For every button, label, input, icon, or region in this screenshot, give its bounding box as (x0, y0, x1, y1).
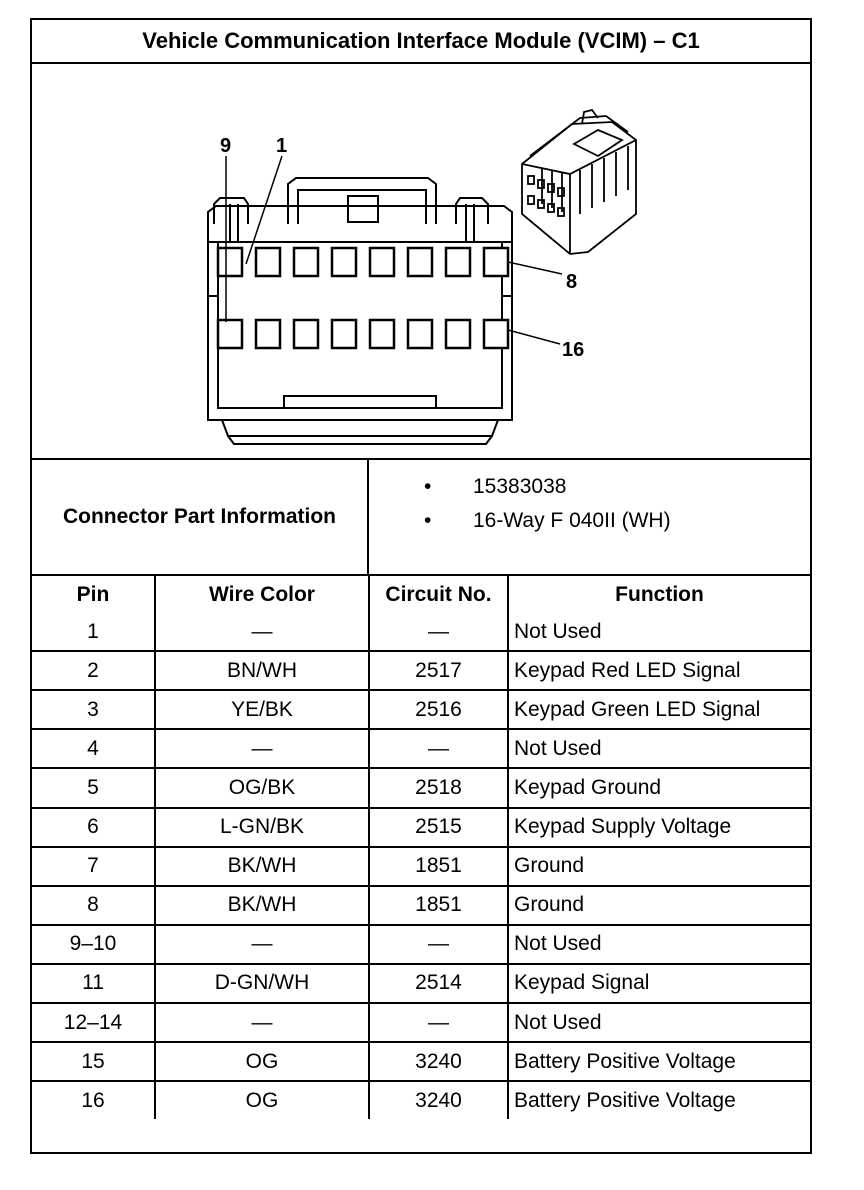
function-cell: Battery Positive Voltage (508, 1081, 810, 1119)
housing-bottom (222, 420, 498, 436)
function-cell: Ground (508, 847, 810, 886)
function-cell: Battery Positive Voltage (508, 1042, 810, 1081)
function-cell: Ground (508, 886, 810, 925)
pin-cell: 7 (32, 847, 155, 886)
header-wire-color: Wire Color (155, 576, 369, 613)
wire-color-cell: — (155, 1003, 369, 1042)
header-function: Function (508, 576, 810, 613)
function-cell: Keypad Ground (508, 768, 810, 807)
wire-color-cell: L-GN/BK (155, 808, 369, 847)
right-ear (456, 198, 488, 224)
part-number: 15383038 (473, 475, 567, 498)
wire-color-cell: BK/WH (155, 847, 369, 886)
pin-cell: 4 (32, 729, 155, 768)
table-row (32, 847, 810, 886)
pin-cavity (256, 320, 280, 348)
table-row (32, 808, 810, 847)
table-row (32, 651, 810, 690)
table-row (32, 690, 810, 729)
function-cell: Keypad Green LED Signal (508, 690, 810, 729)
table-row (32, 729, 810, 768)
leader-pin16 (508, 330, 560, 344)
pin-cavity (218, 320, 242, 348)
function-cell: Not Used (508, 613, 810, 651)
pin-cavity (446, 320, 470, 348)
pin-cavity (408, 320, 432, 348)
circuit-cell: 2515 (369, 808, 508, 847)
circuit-cell: 2514 (369, 964, 508, 1003)
table-row (32, 925, 810, 964)
pin-cell: 5 (32, 768, 155, 807)
function-cell: Keypad Signal (508, 964, 810, 1003)
cavity-row-1 (218, 248, 508, 276)
circuit-cell: — (369, 925, 508, 964)
circuit-cell: — (369, 1003, 508, 1042)
connector-diagram (32, 64, 810, 460)
function-cell: Not Used (508, 729, 810, 768)
table-row (32, 886, 810, 925)
circuit-cell: 1851 (369, 847, 508, 886)
pin-label-1: 1 (276, 135, 288, 157)
part-info-item (369, 470, 671, 504)
pin-cavity (256, 248, 280, 276)
circuit-cell: — (369, 729, 508, 768)
pin-label-9: 9 (220, 135, 232, 157)
table-row (32, 768, 810, 807)
wire-color-cell: — (155, 729, 369, 768)
connector-latch (288, 178, 436, 224)
connector-3d-view (522, 110, 636, 254)
pin-cavity (484, 248, 508, 276)
circuit-cell: 2517 (369, 651, 508, 690)
circuit-cell: 3240 (369, 1081, 508, 1119)
table-row (32, 1042, 810, 1081)
table-row (32, 613, 810, 651)
part-info-item (369, 504, 671, 538)
wire-color-cell: OG/BK (155, 768, 369, 807)
circuit-cell: — (369, 613, 508, 651)
table-row (32, 1003, 810, 1042)
header-pin: Pin (32, 576, 155, 613)
connector-face-drawing (32, 64, 810, 460)
keyway (284, 396, 436, 408)
bullet: • (424, 475, 432, 498)
wire-color-cell: D-GN/WH (155, 964, 369, 1003)
wire-color-cell: BK/WH (155, 886, 369, 925)
circuit-cell: 1851 (369, 886, 508, 925)
pin-label-8: 8 (566, 271, 578, 293)
table-header-row (32, 576, 810, 613)
pin-cell: 2 (32, 651, 155, 690)
circuit-cell: 2518 (369, 768, 508, 807)
wire-color-cell: — (155, 613, 369, 651)
pin-cell: 6 (32, 808, 155, 847)
table-row (32, 964, 810, 1003)
function-cell: Not Used (508, 1003, 810, 1042)
function-cell: Not Used (508, 925, 810, 964)
pin-cell: 8 (32, 886, 155, 925)
latch-tab (348, 196, 378, 222)
leader-pin8 (508, 262, 562, 274)
pin-cell: 11 (32, 964, 155, 1003)
wire-color-cell: OG (155, 1081, 369, 1119)
pin-cavity (446, 248, 470, 276)
pin-cavity (294, 248, 318, 276)
pin-cell: 1 (32, 613, 155, 651)
function-cell: Keypad Supply Voltage (508, 808, 810, 847)
pin-cavity (218, 248, 242, 276)
pin-cavity (370, 320, 394, 348)
part-info-list (369, 470, 671, 538)
pin-label-16: 16 (562, 339, 585, 361)
circuit-cell: 3240 (369, 1042, 508, 1081)
connector-description: 16-Way F 040II (WH) (473, 509, 671, 532)
page-title: Vehicle Communication Interface Module (VCIM) – C1 (32, 20, 810, 64)
pin-cavity (370, 248, 394, 276)
function-cell: Keypad Red LED Signal (508, 651, 810, 690)
part-info-label: Connector Part Information (32, 460, 369, 574)
pin-cell: 12–14 (32, 1003, 155, 1042)
cavity-row-2 (218, 320, 508, 348)
pinout-table (32, 576, 810, 1119)
header-circuit-no: Circuit No. (369, 576, 508, 613)
table-row (32, 1081, 810, 1119)
bullet: • (424, 509, 432, 532)
circuit-cell: 2516 (369, 690, 508, 729)
pin-cell: 3 (32, 690, 155, 729)
wire-color-cell: YE/BK (155, 690, 369, 729)
wire-color-cell: BN/WH (155, 651, 369, 690)
connector-part-information (32, 460, 810, 576)
pin-cell: 15 (32, 1042, 155, 1081)
pin-cavity (294, 320, 318, 348)
pin-cavity (408, 248, 432, 276)
pin-cavity (332, 320, 356, 348)
connector-sheet (30, 18, 812, 1154)
pin-cavity (332, 248, 356, 276)
wire-color-cell: OG (155, 1042, 369, 1081)
pin-cell: 16 (32, 1081, 155, 1119)
wire-color-cell: — (155, 925, 369, 964)
pin-cavity (484, 320, 508, 348)
pin-cell: 9–10 (32, 925, 155, 964)
